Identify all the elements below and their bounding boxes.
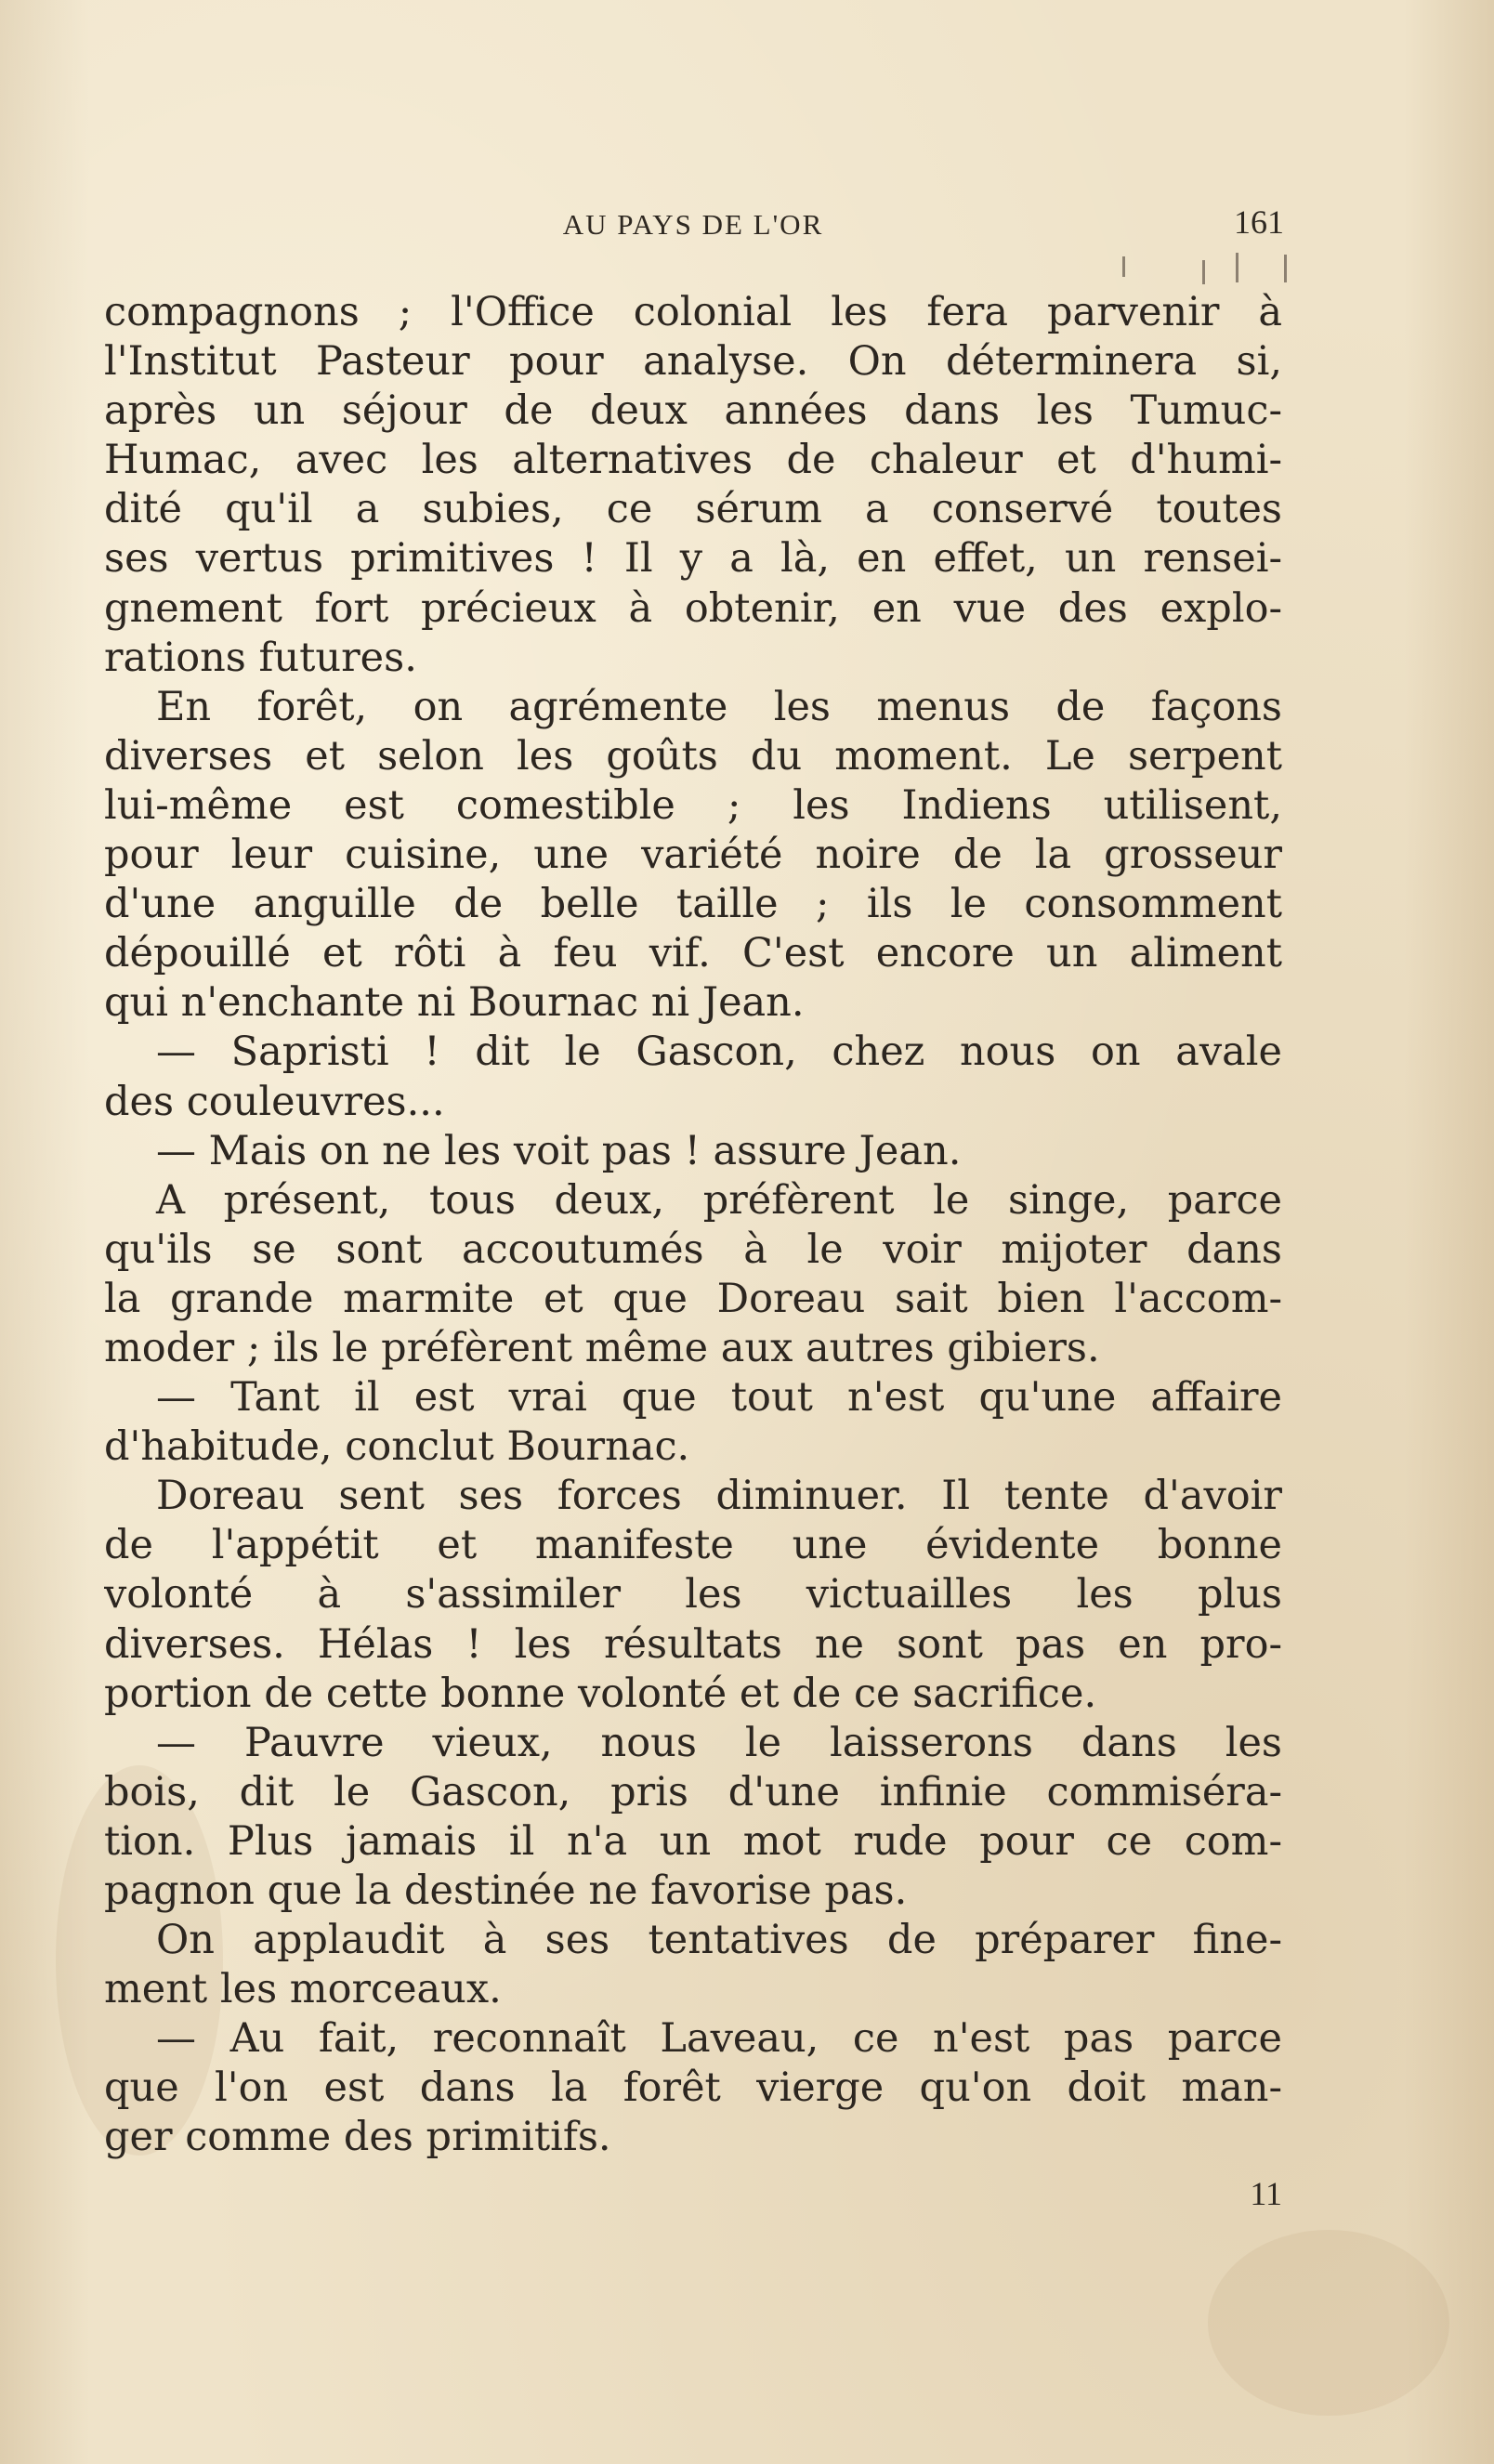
text-line: volonté à s'assimiler les victuailles les plus [104, 1571, 1282, 1619]
text-line: des couleuvres... [104, 1078, 445, 1125]
text-line: bois, dit le Gascon, pris d'une infinie commiséra- [104, 1768, 1282, 1815]
margin-mark [1236, 253, 1238, 282]
text-line: ger comme des primitifs. [104, 2114, 611, 2161]
text-line: dité qu'il a subies, ce sérum a conservé toutes [104, 486, 1282, 533]
text-line: — Mais on ne les voit pas ! assure Jean. [156, 1127, 962, 1174]
margin-marks [1087, 249, 1291, 286]
text-line: d'une anguille de belle taille ; ils le consomment [104, 881, 1282, 928]
paper-stain [1208, 2230, 1449, 2416]
text-line: après un séjour de deux années dans les Tumuc- [104, 387, 1282, 435]
text-line: diverses. Hélas ! les résultats ne sont pas en pro- [104, 1620, 1282, 1668]
text-line: pagnon que la destinée ne favorise pas. [104, 1868, 908, 1914]
text-line: l'Institut Pasteur pour analyse. On déterminera si, [104, 338, 1282, 386]
text-line: gnement fort précieux à obtenir, en vue des explo- [104, 584, 1282, 632]
text-line: ses vertus primitives ! Il y a là, en effet, un rensei- [104, 535, 1282, 583]
text-line: la grande marmite et que Doreau sait bien l'accom- [104, 1275, 1282, 1322]
text-line: lui-même est comestible ; les Indiens utilisent, [104, 781, 1282, 829]
text-line: — Sapristi ! dit le Gascon, chez nous on avale [156, 1029, 1282, 1076]
body-text [104, 288, 1282, 2163]
text-line: diverses et selon les goûts du moment. Le serpent [104, 732, 1282, 780]
text-line: tion. Plus jamais il n'a un mot rude pour ce com- [104, 1817, 1282, 1865]
page-header [104, 203, 1282, 249]
text-line: Doreau sent ses forces diminuer. Il tente d'avoir [156, 1473, 1282, 1520]
margin-mark [1202, 260, 1205, 284]
text-line: — Au fait, reconnaît Laveau, ce n'est pas parce [156, 2015, 1282, 2063]
text-line: d'habitude, conclut Bournac. [104, 1423, 690, 1471]
text-line: de l'appétit et manifeste une évidente bonne [104, 1522, 1282, 1569]
running-title: AU PAYS DE L'OR [562, 208, 824, 241]
text-line: ment les morceaux. [104, 1966, 502, 2013]
text-line: portion de cette bonne volonté et de ce sacrifice. [104, 1670, 1097, 1717]
text-line: qui n'enchante ni Bournac ni Jean. [104, 979, 805, 1027]
text-line: — Pauvre vieux, nous le laisserons dans les [156, 1719, 1282, 1766]
margin-mark [1284, 255, 1287, 282]
text-line: A présent, tous deux, préfèrent le singe, parce [156, 1176, 1282, 1224]
text-line: Humac, avec les alternatives de chaleur et d'humi- [104, 437, 1282, 484]
margin-mark [1122, 256, 1125, 277]
text-line: — Tant il est vrai que tout n'est qu'une affaire [156, 1374, 1282, 1422]
text-line: que l'on est dans la forêt vierge qu'on doit man- [104, 2064, 1282, 2112]
signature-mark: 11 [1250, 2175, 1282, 2212]
text-line: pour leur cuisine, une variété noire de la grosseur [104, 832, 1282, 879]
text-line: rations futures. [104, 634, 417, 681]
text-line: compagnons ; l'Office colonial les fera parvenir à [104, 289, 1282, 335]
page-number: 161 [1234, 203, 1284, 241]
text-line: dépouillé et rôti à feu vif. C'est encore un aliment [104, 930, 1282, 977]
text-line: En forêt, on agrémente les menus de façons [156, 683, 1282, 730]
text-line: moder ; ils le préfèrent même aux autres gibiers. [104, 1324, 1100, 1371]
text-line: qu'ils se sont accoutumés à le voir mijoter dans [104, 1225, 1282, 1273]
text-line: On applaudit à ses tentatives de préparer fine- [156, 1917, 1282, 1964]
